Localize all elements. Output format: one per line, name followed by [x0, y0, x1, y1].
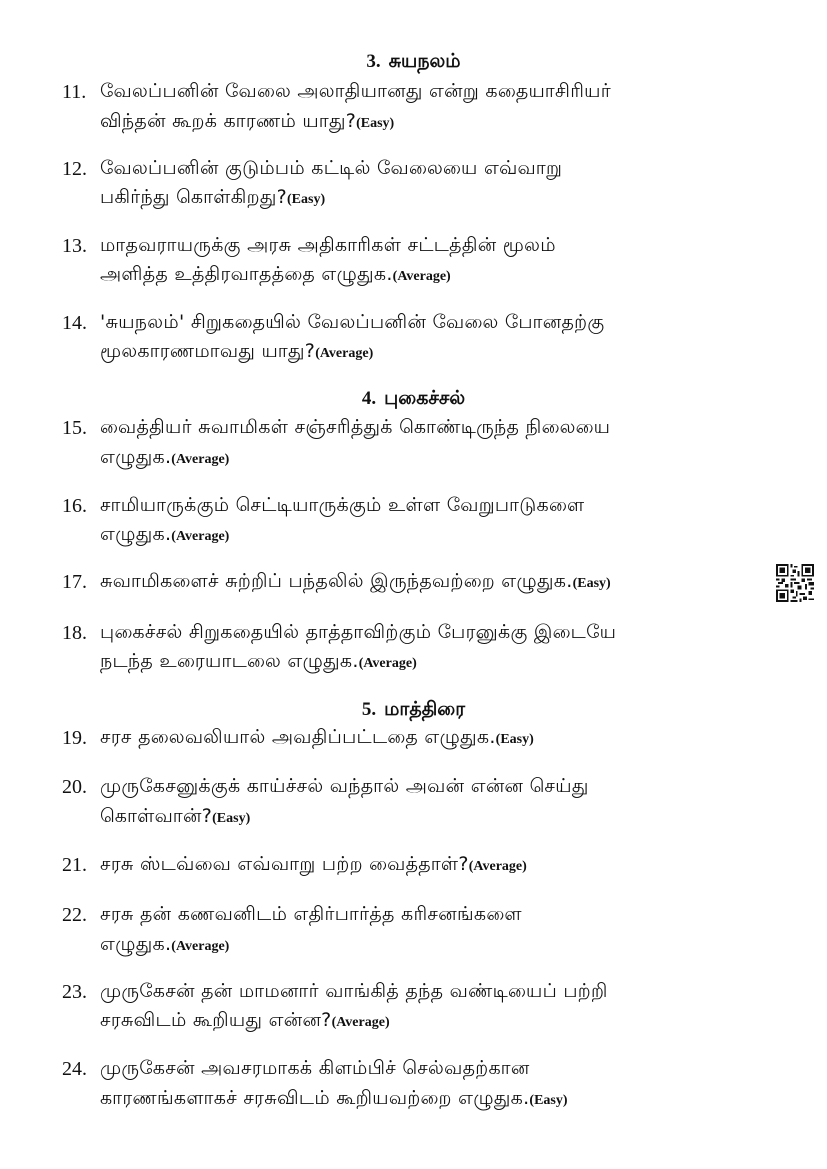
question-number: 13. [62, 235, 87, 257]
difficulty-label: (Easy) [529, 1093, 568, 1108]
section-number: 3. [366, 51, 381, 72]
difficulty-label: (Average) [171, 529, 230, 544]
difficulty-label: (Easy) [356, 116, 395, 131]
difficulty-label: (Average) [315, 346, 374, 361]
question-number: 20. [62, 776, 87, 798]
difficulty-label: (Average) [468, 859, 527, 874]
question-text-line1: புகைச்சல் சிறுகதையில் தாத்தாவிற்கும் பேரனுக்கு இடையே [100, 621, 617, 643]
question-number: 22. [62, 904, 87, 926]
question-number: 11. [62, 81, 87, 103]
question-text-line1: முருகேசன் அவசரமாகக் கிளம்பிச் செல்வதற்கான [100, 1057, 530, 1079]
question-text: கொள்வான்? [100, 805, 213, 827]
question-text-line1: வேலப்பனின் குடும்பம் கட்டில் வேலையை எவ்வாறு [100, 157, 563, 179]
difficulty-label: (Easy) [287, 192, 326, 207]
difficulty-label: (Average) [171, 452, 230, 467]
question-text-line2 [100, 805, 250, 830]
difficulty-label: (Average) [392, 269, 451, 284]
difficulty-label: (Easy) [495, 732, 534, 747]
question-text-line1: 'சுயநலம்' சிறுகதையில் வேலப்பனின் வேலை போனதற்கு [100, 311, 605, 333]
section-title: சுயநலம் [388, 50, 461, 72]
question-number: 23. [62, 981, 87, 1003]
question-text-line1: முருகேசன் தன் மாமனார் வாங்கித் தந்த வண்டியைப் பற்றி [100, 980, 608, 1002]
section-heading [0, 387, 827, 412]
section-heading [0, 50, 827, 75]
question-text: பகிர்ந்து கொள்கிறது? [100, 186, 288, 208]
question-text-line2 [100, 340, 373, 365]
question-text-line1: வேலப்பனின் வேலை அலாதியானது என்று கதையாசிரியர் [100, 80, 611, 102]
section-title: மாத்திரை [384, 698, 466, 720]
question-text-line1: வைத்தியர் சுவாமிகள் சஞ்சரித்துக் கொண்டிருந்த நிலையை [100, 416, 611, 438]
question-text: எழுதுக. [100, 523, 172, 545]
difficulty-label: (Easy) [572, 576, 611, 591]
question-number: 18. [62, 622, 87, 644]
question-text-line2 [100, 1087, 568, 1112]
difficulty-label: (Average) [331, 1015, 390, 1030]
question-number: 24. [62, 1058, 87, 1080]
section-heading [0, 698, 827, 723]
qr-code-icon [776, 564, 814, 602]
difficulty-label: (Easy) [212, 811, 251, 826]
question-number: 16. [62, 495, 87, 517]
question-text-line1: சாமியாருக்கும் செட்டியாருக்கும் உள்ள வேறுபாடுகளை [100, 494, 585, 516]
section-title: புகைச்சல் [384, 387, 466, 409]
section-number: 4. [361, 388, 377, 409]
question-text: சரசு ஸ்டவ்வை எவ்வாறு பற்ற வைத்தாள்? [100, 853, 469, 875]
question-text-line1 [100, 853, 527, 878]
question-text: நடந்த உரையாடலை எழுதுக. [100, 650, 359, 672]
section-number: 5. [361, 699, 377, 720]
question-text-line1: முருகேசனுக்குக் காய்ச்சல் வந்தால் அவன் என்ன செய்து [100, 775, 589, 797]
question-text: அளித்த உத்திரவாதத்தை எழுதுக. [100, 263, 393, 285]
question-number: 15. [62, 417, 87, 439]
question-text: எழுதுக. [100, 446, 172, 468]
question-text-line2 [100, 110, 394, 135]
question-text: சுவாமிகளைச் சுற்றிப் பந்தலில் இருந்தவற்றை எழுதுக. [100, 570, 573, 592]
question-text-line2 [100, 186, 325, 211]
question-number: 12. [62, 158, 87, 180]
difficulty-label: (Average) [171, 939, 230, 954]
question-number: 17. [62, 571, 87, 593]
question-number: 19. [62, 727, 87, 749]
question-text-line2 [100, 650, 417, 675]
question-text-line1: சரசு தன் கணவனிடம் எதிர்பார்த்த கரிசனங்களை [100, 903, 522, 925]
question-text-line1 [100, 726, 534, 751]
question-text-line2 [100, 446, 229, 471]
question-number: 21. [62, 854, 87, 876]
question-text-line1 [100, 570, 611, 595]
question-text: மூலகாரணமாவது யாது? [100, 340, 316, 362]
question-text: சரசுவிடம் கூறியது என்ன? [100, 1009, 332, 1031]
question-text-line2 [100, 263, 451, 288]
question-text: சரச தலைவலியால் அவதிப்பட்டதை எழுதுக. [100, 726, 496, 748]
question-text: காரணங்களாகச் சரசுவிடம் கூறியவற்றை எழுதுக. [100, 1087, 530, 1109]
question-text-line2 [100, 523, 229, 548]
question-text: எழுதுக. [100, 933, 172, 955]
question-number: 14. [62, 312, 87, 334]
question-text-line1: மாதவராயருக்கு அரசு அதிகாரிகள் சட்டத்தின் மூலம் [100, 234, 556, 256]
question-text-line2 [100, 1009, 390, 1034]
question-text: விந்தன் கூறக் காரணம் யாது? [100, 110, 357, 132]
question-text-line2 [100, 933, 229, 958]
difficulty-label: (Average) [358, 656, 417, 671]
